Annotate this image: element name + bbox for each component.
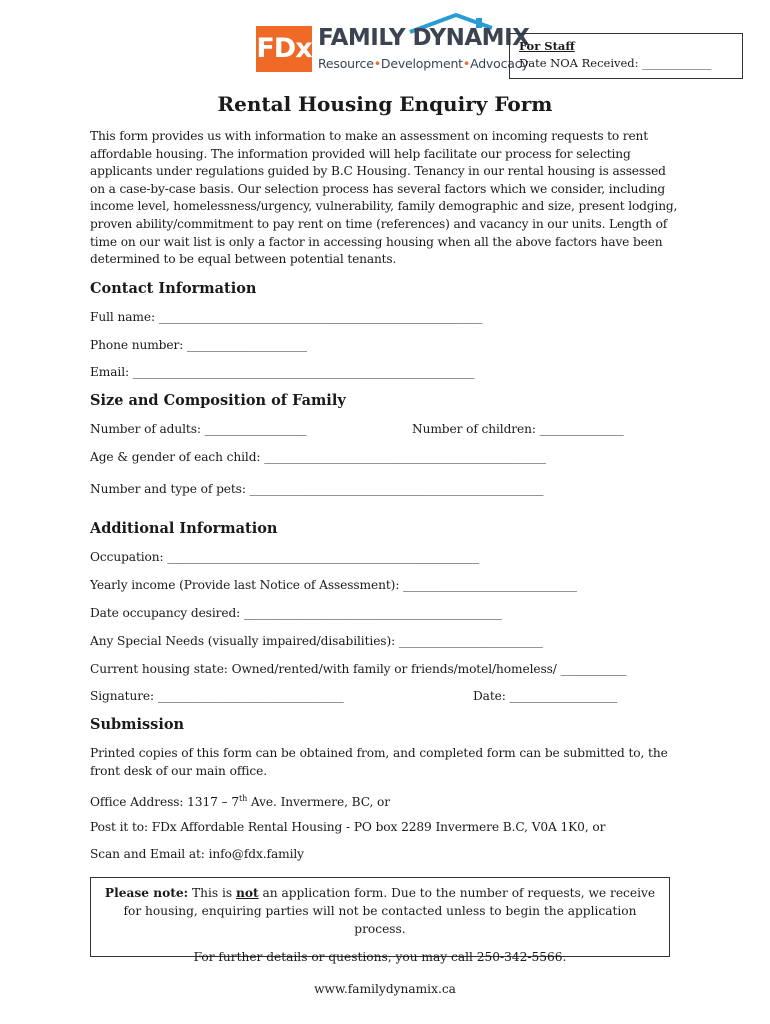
submission-heading: Submission (90, 716, 185, 733)
date-field[interactable]: Date: __________________ (473, 689, 618, 703)
date-noa-received-field[interactable]: Date NOA Received: ____________ (519, 56, 712, 70)
tagline-separator: • (462, 56, 471, 71)
yearly-income-field[interactable]: Yearly income (Provide last Notice of Assessment): _____________________________ (90, 578, 577, 592)
staff-box (509, 33, 743, 79)
post-address: Post it to: FDx Affordable Rental Housing - PO box 2289 Invermere B.C, V0A 1K0, or (90, 820, 606, 834)
office-address-pre: Office Address: 1317 – 7 (90, 795, 239, 810)
scan-email: Scan and Email at: info@fdx.family (90, 847, 304, 861)
number-of-children-field[interactable]: Number of children: ______________ (412, 422, 624, 436)
office-address (90, 791, 390, 810)
staff-box-title: For Staff (519, 39, 575, 53)
pets-field[interactable]: Number and type of pets: _________________________________________________ (90, 482, 544, 496)
page-title: Rental Housing Enquiry Form (217, 92, 553, 116)
email-field[interactable]: Email: _________________________________________________________ (90, 365, 475, 379)
family-heading: Size and Composition of Family (90, 392, 346, 409)
office-address-sup: th (238, 794, 248, 803)
note-box (90, 877, 670, 964)
office-address-post: Ave. Invermere, BC, or (247, 795, 390, 810)
housing-state-field[interactable]: Current housing state: Owned/rented/with family or friends/motel/homeless/ ___________ (90, 662, 627, 676)
note-pre: This is (188, 886, 236, 900)
note-not: not (236, 886, 259, 900)
tagline-development: Development (380, 56, 463, 71)
special-needs-field[interactable]: Any Special Needs (visually impaired/disabilities): ________________________ (90, 634, 543, 648)
note-text (101, 884, 659, 938)
occupation-field[interactable]: Occupation: ____________________________________________________ (90, 550, 479, 564)
tagline-resource: Resource (318, 56, 374, 71)
note-label: Please note: (104, 886, 189, 900)
contact-heading: Contact Information (90, 280, 257, 297)
number-of-adults-field[interactable]: Number of adults: _________________ (90, 422, 307, 436)
phone-number-field[interactable]: Phone number: ____________________ (90, 338, 307, 352)
logo-name: FAMILY DYNAMIX (318, 25, 530, 51)
intro-paragraph: This form provides us with information to make an assessment on incoming requests to rent affordable housing. The information provided will help facilitate our process for selecting applicants under regulations guided by B.C Housing. Tenancy in our rental housing is assessed on a case-by-case basis. Our selection process has several factors which we consider, including income level, homelessness/urgency, vulnerability, family demographic and size, present lodging, proven ability/commitment to pay rent on time (references) and vacancy in our units. Length of time on our wait list is only a factor in accessing housing when all the above factors have been determined to be equal between potential tenants. (90, 129, 678, 267)
tagline-separator: • (373, 56, 381, 71)
logo-mark: FDx (256, 26, 312, 72)
tagline-advocacy: Advocacy (470, 56, 529, 71)
submission-text: Printed copies of this form can be obtained from, and completed form can be submitted to, the front desk of our main office. (90, 746, 668, 778)
additional-heading: Additional Information (90, 520, 278, 537)
signature-field[interactable]: Signature: _______________________________ (90, 689, 344, 703)
full-name-field[interactable]: Full name: ______________________________________________________ (90, 310, 483, 324)
logo-tagline (318, 56, 529, 71)
date-occupancy-field[interactable]: Date occupancy desired: ___________________________________________ (90, 606, 502, 620)
further-details: For further details or questions, you may call 250-342-5566. (193, 950, 567, 964)
footer-url[interactable]: www.familydynamix.ca (314, 982, 456, 996)
child-age-gender-field[interactable]: Age & gender of each child: _______________________________________________ (90, 450, 546, 464)
note-post: an application form. Due to the number of requests, we receive for housing, enquiring parties will not be contacted unless to begin the application process. (123, 886, 656, 936)
logo (256, 12, 530, 76)
